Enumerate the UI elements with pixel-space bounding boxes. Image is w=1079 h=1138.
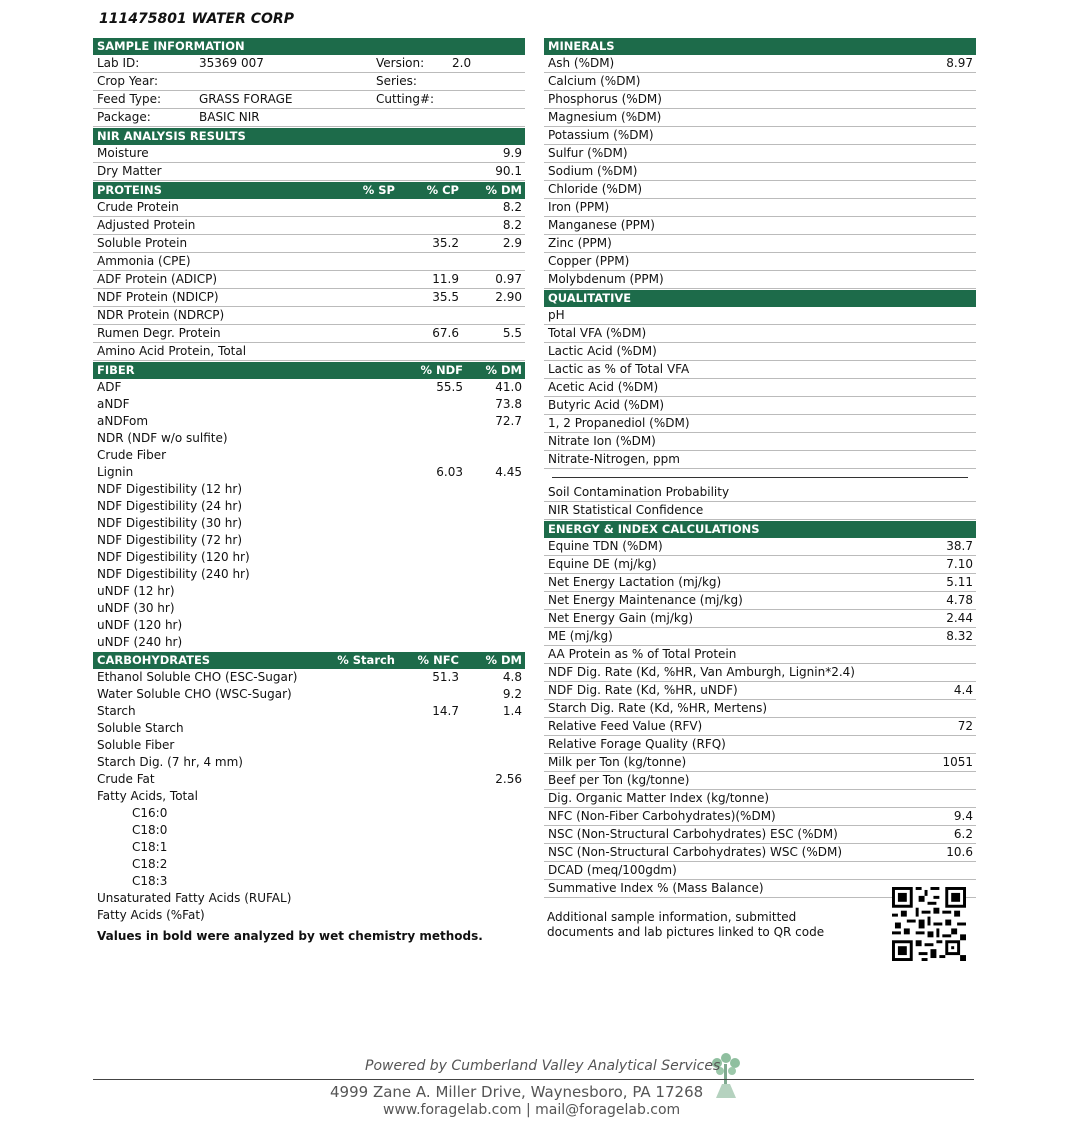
qr-code[interactable] — [892, 887, 966, 961]
protein-label: Amino Acid Protein, Total — [97, 344, 247, 358]
protein-dm: 8.2 — [502, 200, 522, 214]
protein-dm: 5.5 — [502, 326, 522, 340]
energy-label: Equine TDN (%DM) — [548, 539, 663, 553]
carb-label: Soluble Fiber — [97, 738, 175, 752]
sample-label: Package: — [97, 110, 151, 124]
qualitative-label: Nitrate-Nitrogen, ppm — [548, 452, 680, 466]
sample-label: Feed Type: — [97, 92, 162, 106]
qualitative-label: Butyric Acid (%DM) — [548, 398, 665, 412]
mineral-row — [544, 163, 976, 181]
fiber-row — [93, 515, 525, 532]
sample-info-row — [93, 109, 525, 127]
energy-label: NSC (Non-Structural Carbohydrates) ESC (%DM) — [548, 827, 838, 841]
qr-caption-line-1: Additional sample information, submitted — [547, 910, 797, 924]
sample-value-2: 2.0 — [452, 56, 472, 70]
carbs-title: CARBOHYDRATES — [97, 653, 211, 667]
col-header-sp: % SP — [362, 183, 395, 197]
protein-cp: 67.6 — [432, 326, 459, 340]
carb-label: C18:0 — [132, 823, 168, 837]
carb-row — [93, 720, 525, 737]
bold-note: Values in bold were analyzed by wet chemistry methods. — [97, 929, 483, 943]
carb-row — [93, 873, 525, 890]
protein-row — [93, 307, 525, 325]
energy-row — [544, 772, 976, 790]
carb-dm: 9.2 — [502, 687, 522, 701]
fiber-row — [93, 464, 525, 481]
fiber-row — [93, 498, 525, 515]
sample-label-2: Series: — [376, 74, 417, 88]
col-header-nfc: % NFC — [417, 653, 459, 667]
protein-label: NDR Protein (NDRCP) — [97, 308, 225, 322]
energy-label: DCAD (meq/100gdm) — [548, 863, 677, 877]
energy-row — [544, 826, 976, 844]
nir-row — [93, 145, 525, 163]
energy-row — [544, 592, 976, 610]
fiber-row — [93, 549, 525, 566]
mineral-row — [544, 217, 976, 235]
energy-row — [544, 808, 976, 826]
mineral-label: Molybdenum (PPM) — [548, 272, 664, 286]
fiber-row — [93, 566, 525, 583]
fiber-label: NDF Digestibility (120 hr) — [97, 550, 250, 564]
nir-row — [93, 163, 525, 181]
col-header-carbs-dm: % DM — [485, 653, 522, 667]
footer-address: 4999 Zane A. Miller Drive, Waynesboro, PA 17268 — [330, 1083, 704, 1101]
carb-label: Water Soluble CHO (WSC-Sugar) — [97, 687, 292, 701]
qr-caption-line-2: documents and lab pictures linked to QR code — [547, 925, 825, 939]
carb-label: Starch Dig. (7 hr, 4 mm) — [97, 755, 243, 769]
fiber-row — [93, 532, 525, 549]
protein-cp: 35.5 — [432, 290, 459, 304]
sample-value: 35369 007 — [199, 56, 264, 70]
carb-row — [93, 839, 525, 856]
mineral-row — [544, 181, 976, 199]
qualitative-row — [544, 433, 976, 451]
energy-row — [544, 718, 976, 736]
powered-by: Powered by Cumberland Valley Analytical Services — [365, 1058, 721, 1074]
report-title: 111475801 WATER CORP — [99, 11, 294, 27]
carb-row — [93, 907, 525, 924]
fiber-label: Crude Fiber — [97, 448, 167, 462]
protein-dm: 8.2 — [502, 218, 522, 232]
fiber-row — [93, 481, 525, 498]
qualitative-label: Acetic Acid (%DM) — [548, 380, 659, 394]
qualitative-row — [544, 307, 976, 325]
energy-row — [544, 610, 976, 628]
carb-label: Fatty Acids, Total — [97, 789, 198, 803]
energy-label: Net Energy Lactation (mj/kg) — [548, 575, 722, 589]
qualitative-label: Nitrate Ion (%DM) — [548, 434, 656, 448]
energy-row — [544, 790, 976, 808]
fiber-label: uNDF (12 hr) — [97, 584, 175, 598]
protein-row — [93, 325, 525, 343]
fiber-dm: 4.45 — [495, 465, 522, 479]
fiber-row — [93, 583, 525, 600]
energy-value: 7.10 — [946, 557, 973, 571]
fiber-row — [93, 600, 525, 617]
sample-label: Lab ID: — [97, 56, 140, 70]
protein-row — [93, 235, 525, 253]
mineral-label: Iron (PPM) — [548, 200, 610, 214]
protein-label: Rumen Degr. Protein — [97, 326, 221, 340]
carb-row — [93, 737, 525, 754]
energy-row — [544, 628, 976, 646]
minerals-header: MINERALS — [544, 38, 976, 55]
energy-value: 6.2 — [953, 827, 973, 841]
carb-row — [93, 754, 525, 771]
protein-label: Soluble Protein — [97, 236, 188, 250]
energy-label: NFC (Non-Fiber Carbohydrates)(%DM) — [548, 809, 776, 823]
proteins-title: PROTEINS — [97, 183, 162, 197]
energy-value: 9.4 — [953, 809, 973, 823]
nir-label: Dry Matter — [97, 164, 162, 178]
energy-value: 10.6 — [946, 845, 973, 859]
protein-row — [93, 343, 525, 361]
protein-cp: 11.9 — [432, 272, 459, 286]
mineral-label: Manganese (PPM) — [548, 218, 655, 232]
protein-label: ADF Protein (ADICP) — [97, 272, 218, 286]
fiber-label: NDF Digestibility (30 hr) — [97, 516, 243, 530]
mineral-label: Sulfur (%DM) — [548, 146, 628, 160]
energy-row — [544, 862, 976, 880]
energy-row — [544, 556, 976, 574]
energy-row — [544, 646, 976, 664]
col-header-ndf: % NDF — [420, 363, 463, 377]
sample-label: Crop Year: — [97, 74, 159, 88]
nir-header: NIR ANALYSIS RESULTS — [93, 128, 525, 145]
energy-value: 2.44 — [946, 611, 973, 625]
energy-label: Beef per Ton (kg/tonne) — [548, 773, 690, 787]
qualitative-row — [544, 415, 976, 433]
carb-label: C18:2 — [132, 857, 168, 871]
protein-label: Ammonia (CPE) — [97, 254, 191, 268]
fiber-dm: 72.7 — [495, 414, 522, 428]
fiber-header — [93, 362, 525, 379]
carb-nfc: 14.7 — [432, 704, 459, 718]
mineral-value: 8.97 — [946, 56, 973, 70]
protein-cp: 35.2 — [432, 236, 459, 250]
carb-row — [93, 890, 525, 907]
mineral-label: Calcium (%DM) — [548, 74, 641, 88]
qualitative-label: Soil Contamination Probability — [548, 485, 730, 499]
energy-row — [544, 736, 976, 754]
mineral-label: Copper (PPM) — [548, 254, 630, 268]
col-header-dm: % DM — [485, 183, 522, 197]
energy-value: 8.32 — [946, 629, 973, 643]
protein-dm: 2.90 — [495, 290, 522, 304]
fiber-label: uNDF (120 hr) — [97, 618, 183, 632]
protein-row — [93, 253, 525, 271]
mineral-label: Sodium (%DM) — [548, 164, 638, 178]
sample-label-2: Version: — [376, 56, 425, 70]
energy-label: Relative Feed Value (RFV) — [548, 719, 703, 733]
energy-value: 38.7 — [946, 539, 973, 553]
sample-label-2: Cutting#: — [376, 92, 435, 106]
energy-row — [544, 538, 976, 556]
mineral-label: Zinc (PPM) — [548, 236, 612, 250]
energy-row — [544, 754, 976, 772]
col-header-cp: % CP — [426, 183, 459, 197]
sample-value: BASIC NIR — [199, 110, 260, 124]
carb-label: Fatty Acids (%Fat) — [97, 908, 205, 922]
energy-label: Starch Dig. Rate (Kd, %HR, Mertens) — [548, 701, 767, 715]
protein-row — [93, 271, 525, 289]
carb-row — [93, 788, 525, 805]
carb-dm: 1.4 — [502, 704, 522, 718]
qualitative-label: 1, 2 Propanediol (%DM) — [548, 416, 690, 430]
energy-value: 5.11 — [946, 575, 973, 589]
nir-table — [93, 145, 525, 181]
energy-row — [544, 574, 976, 592]
energy-row — [544, 844, 976, 862]
fiber-label: NDF Digestibility (72 hr) — [97, 533, 243, 547]
mineral-row — [544, 109, 976, 127]
energy-value: 1051 — [942, 755, 973, 769]
left-column — [93, 37, 525, 943]
qualitative-row — [544, 325, 976, 343]
carb-row — [93, 822, 525, 839]
protein-row — [93, 289, 525, 307]
qualitative-row — [544, 361, 976, 379]
qualitative-table-2 — [544, 484, 976, 520]
fiber-ndf: 6.03 — [436, 465, 463, 479]
fiber-label: NDF Digestibility (12 hr) — [97, 482, 243, 496]
carbs-header — [93, 652, 525, 669]
sample-value: GRASS FORAGE — [199, 92, 293, 106]
protein-label: Crude Protein — [97, 200, 179, 214]
fiber-row — [93, 379, 525, 396]
qualitative-row — [544, 343, 976, 361]
minerals-table — [544, 55, 976, 289]
qualitative-row — [544, 502, 976, 520]
mineral-label: Chloride (%DM) — [548, 182, 643, 196]
qualitative-label: Total VFA (%DM) — [548, 326, 647, 340]
carb-label: Starch — [97, 704, 136, 718]
energy-row — [544, 664, 976, 682]
carb-row — [93, 669, 525, 686]
carb-label: Unsaturated Fatty Acids (RUFAL) — [97, 891, 292, 905]
fiber-row — [93, 413, 525, 430]
fiber-row — [93, 634, 525, 651]
mineral-row — [544, 73, 976, 91]
mineral-row — [544, 235, 976, 253]
fiber-row — [93, 396, 525, 413]
protein-dm: 2.9 — [502, 236, 522, 250]
carb-label: C16:0 — [132, 806, 168, 820]
energy-label: Relative Forage Quality (RFQ) — [548, 737, 726, 751]
protein-row — [93, 199, 525, 217]
carb-label: Ethanol Soluble CHO (ESC-Sugar) — [97, 670, 298, 684]
energy-label: NDF Dig. Rate (Kd, %HR, uNDF) — [548, 683, 738, 697]
nir-label: Moisture — [97, 146, 149, 160]
carb-row — [93, 856, 525, 873]
fiber-label: NDR (NDF w/o sulfite) — [97, 431, 228, 445]
carb-dm: 4.8 — [502, 670, 522, 684]
fiber-label: Lignin — [97, 465, 134, 479]
protein-row — [93, 217, 525, 235]
energy-label: Net Energy Gain (mj/kg) — [548, 611, 694, 625]
energy-label: Summative Index % (Mass Balance) — [548, 881, 764, 895]
qualitative-header: QUALITATIVE — [544, 290, 976, 307]
sample-info-row — [93, 91, 525, 109]
mineral-row — [544, 199, 976, 217]
qualitative-label: Lactic Acid (%DM) — [548, 344, 657, 358]
fiber-label: NDF Digestibility (24 hr) — [97, 499, 243, 513]
nir-value: 9.9 — [502, 146, 522, 160]
mineral-row — [544, 271, 976, 289]
carb-row — [93, 771, 525, 788]
carb-label: Soluble Starch — [97, 721, 184, 735]
fiber-title: FIBER — [97, 363, 135, 377]
carb-nfc: 51.3 — [432, 670, 459, 684]
proteins-table — [93, 199, 525, 361]
fiber-row — [93, 617, 525, 634]
mineral-row — [544, 145, 976, 163]
energy-value: 4.4 — [953, 683, 973, 697]
energy-label: Milk per Ton (kg/tonne) — [548, 755, 687, 769]
fiber-dm: 73.8 — [495, 397, 522, 411]
carb-label: C18:1 — [132, 840, 168, 854]
protein-dm: 0.97 — [495, 272, 522, 286]
energy-row — [544, 700, 976, 718]
energy-value: 72 — [957, 719, 973, 733]
qr-caption — [547, 910, 847, 940]
qualitative-row — [544, 484, 976, 502]
energy-label: Equine DE (mj/kg) — [548, 557, 657, 571]
carb-row — [93, 703, 525, 720]
protein-label: Adjusted Protein — [97, 218, 196, 232]
energy-label: Net Energy Maintenance (mj/kg) — [548, 593, 743, 607]
qualitative-row — [544, 451, 976, 469]
proteins-header — [93, 182, 525, 199]
divider — [552, 477, 968, 478]
mineral-label: Ash (%DM) — [548, 56, 615, 70]
carb-dm: 2.56 — [495, 772, 522, 786]
energy-label: NSC (Non-Structural Carbohydrates) WSC (%DM) — [548, 845, 843, 859]
mineral-row — [544, 127, 976, 145]
fiber-label: NDF Digestibility (240 hr) — [97, 567, 250, 581]
fiber-dm: 41.0 — [495, 380, 522, 394]
qualitative-label: NIR Statistical Confidence — [548, 503, 704, 517]
qualitative-row — [544, 397, 976, 415]
col-header-fiber-dm: % DM — [485, 363, 522, 377]
carb-row — [93, 686, 525, 703]
protein-label: NDF Protein (NDICP) — [97, 290, 219, 304]
mineral-row — [544, 55, 976, 73]
energy-header: ENERGY & INDEX CALCULATIONS — [544, 521, 976, 538]
energy-label: ME (mj/kg) — [548, 629, 613, 643]
mineral-row — [544, 253, 976, 271]
energy-table — [544, 538, 976, 898]
energy-label: AA Protein as % of Total Protein — [548, 647, 737, 661]
energy-value: 4.78 — [946, 593, 973, 607]
fiber-label: ADF — [97, 380, 122, 394]
sample-info-row — [93, 73, 525, 91]
sample-info-table — [93, 55, 525, 127]
right-column — [544, 37, 976, 898]
fiber-table — [93, 379, 525, 651]
mineral-label: Phosphorus (%DM) — [548, 92, 662, 106]
fiber-label: uNDF (30 hr) — [97, 601, 175, 615]
carb-label: C18:3 — [132, 874, 168, 888]
energy-row — [544, 682, 976, 700]
fiber-label: uNDF (240 hr) — [97, 635, 183, 649]
sample-info-row — [93, 55, 525, 73]
mineral-label: Magnesium (%DM) — [548, 110, 662, 124]
mineral-row — [544, 91, 976, 109]
fiber-row — [93, 430, 525, 447]
fiber-label: aNDF — [97, 397, 130, 411]
energy-label: NDF Dig. Rate (Kd, %HR, Van Amburgh, Lignin*2.4) — [548, 665, 855, 679]
qualitative-row — [544, 379, 976, 397]
fiber-ndf: 55.5 — [436, 380, 463, 394]
fiber-row — [93, 447, 525, 464]
nir-value: 90.1 — [495, 164, 522, 178]
mineral-label: Potassium (%DM) — [548, 128, 654, 142]
fiber-label: aNDFom — [97, 414, 149, 428]
col-header-starch: % Starch — [337, 653, 395, 667]
sample-info-header: SAMPLE INFORMATION — [93, 38, 525, 55]
energy-label: Dig. Organic Matter Index (kg/tonne) — [548, 791, 770, 805]
qualitative-table — [544, 307, 976, 469]
qualitative-label: Lactic as % of Total VFA — [548, 362, 690, 376]
qualitative-label: pH — [548, 308, 565, 322]
footer-web[interactable]: www.foragelab.com | mail@foragelab.com — [383, 1102, 681, 1118]
carb-row — [93, 805, 525, 822]
carb-label: Crude Fat — [97, 772, 155, 786]
carbs-table — [93, 669, 525, 924]
footer-divider — [93, 1079, 974, 1080]
